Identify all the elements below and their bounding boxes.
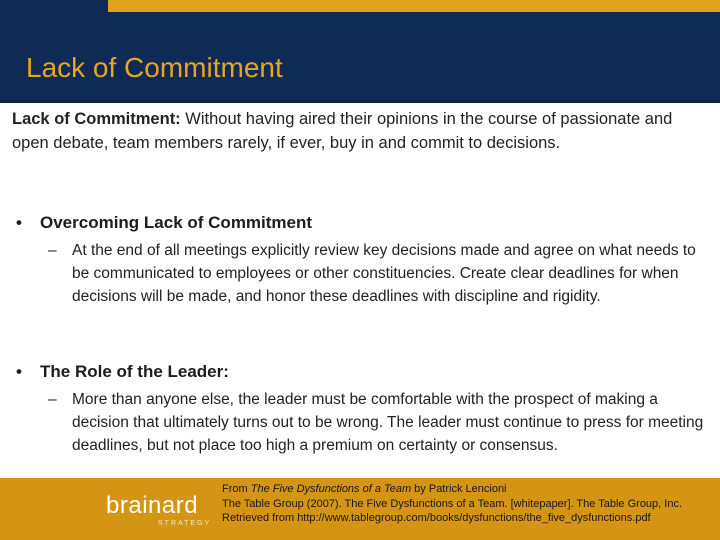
sub-point-text: More than anyone else, the leader must be comfortable with the prospect of making a decision that ultimately turns out to be wrong. The leader must continue to press for meeting deadlines, but not place too high a premium on certainty or consensus. bbox=[72, 391, 704, 454]
bullet-label: The Role of the Leader: bbox=[40, 362, 229, 381]
header-tab bbox=[0, 0, 106, 12]
bullet-leader-role bbox=[16, 362, 706, 382]
sub-point-overcoming bbox=[48, 239, 716, 308]
sub-point-leader-role bbox=[48, 388, 716, 457]
logo-tagline: STRATEGY bbox=[158, 520, 212, 527]
intro-paragraph bbox=[12, 107, 712, 155]
dash-icon: – bbox=[48, 242, 57, 259]
header-accent-stripe bbox=[108, 0, 720, 12]
header-divider bbox=[0, 100, 720, 103]
citation-book-title: The Five Dysfunctions of a Team bbox=[250, 483, 412, 495]
citation-prefix: From bbox=[222, 483, 251, 495]
slide-title: Lack of Commitment bbox=[26, 52, 283, 83]
sub-point-text: At the end of all meetings explicitly review key decisions made and agree on what needs to be communicated to employees or other constituencies. Create clear deadlines for when decisions will be made, and honor these deadlines with discipline and rigidity. bbox=[72, 242, 696, 305]
title-banner bbox=[0, 0, 720, 102]
logo-wordmark: brainard bbox=[106, 492, 199, 519]
bullet-icon: • bbox=[16, 213, 22, 232]
citation-reference: The Table Group (2007). The Five Dysfunctions of a Team. [whitepaper]. The Table Group, Inc. Retrieved from http://www.tablegroup.com/books/dysfunctions/the_five_dysfunctions.pdf bbox=[222, 497, 683, 524]
bullet-overcoming bbox=[16, 213, 706, 233]
source-citation bbox=[222, 482, 692, 526]
bullet-label: Overcoming Lack of Commitment bbox=[40, 213, 313, 232]
intro-text: Without having aired their opinions in the course of passionate and open debate, team members rarely, if ever, buy in and commit to decisions. bbox=[12, 110, 673, 152]
citation-author: by Patrick Lencioni bbox=[411, 483, 507, 495]
dash-icon: – bbox=[48, 391, 57, 408]
brainard-logo bbox=[106, 492, 226, 532]
intro-lead: Lack of Commitment: bbox=[12, 110, 181, 128]
bullet-icon: • bbox=[16, 362, 22, 381]
